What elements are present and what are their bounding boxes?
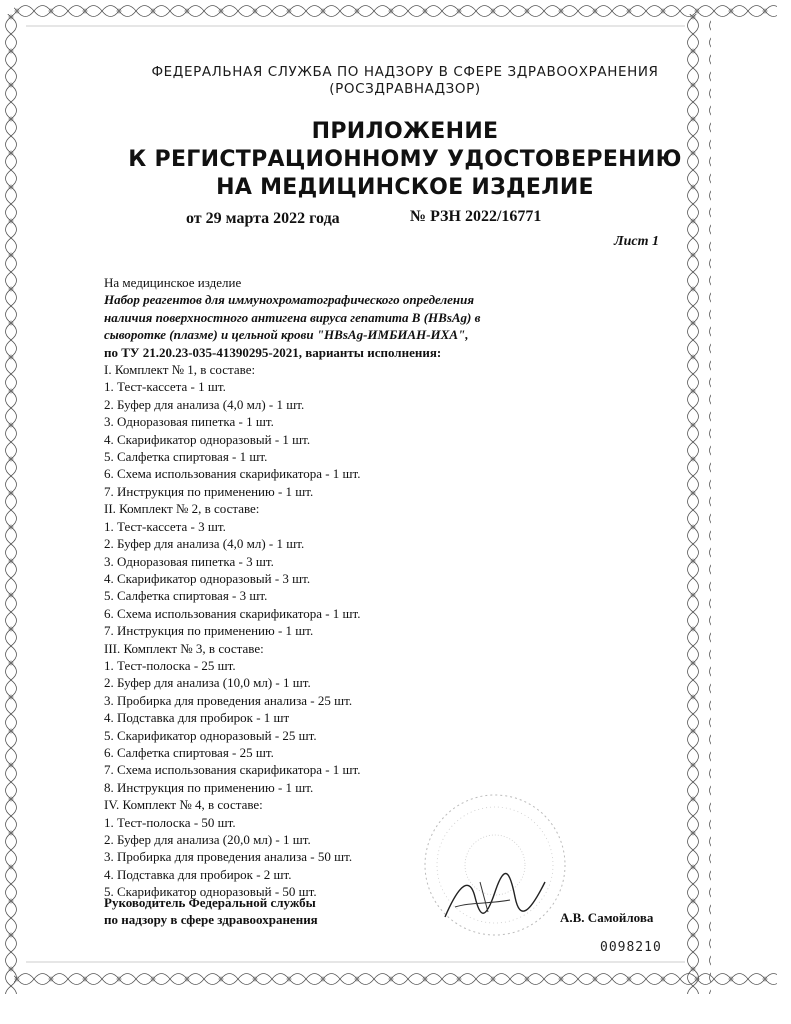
- kit-item: 1. Тест-кассета - 1 шт.: [104, 379, 226, 395]
- kit-item: 8. Инструкция по применению - 1 шт.: [104, 779, 314, 795]
- agency-name: ФЕДЕРАЛЬНАЯ СЛУЖБА ПО НАДЗОРУ В СФЕРЕ ЗДРАВООХРАНЕНИЯ: [151, 64, 659, 80]
- kit-item: 3. Пробирка для проведения анализа - 25 шт.: [104, 692, 353, 708]
- issue-date: от 29 марта 2022 года: [186, 210, 340, 227]
- signer-title: [104, 894, 318, 929]
- kit-item: 3. Одноразовая пипетка - 3 шт.: [104, 553, 274, 569]
- agency-abbreviation: (РОСЗДРАВНАДЗОР): [329, 81, 481, 97]
- product-line: наличия поверхностного антигена вируса гепатита В (HBsAg) в: [104, 309, 481, 325]
- signer-title-line-1: Руководитель Федеральной службы: [104, 895, 316, 910]
- title-line-1: ПРИЛОЖЕНИЕ: [311, 119, 499, 144]
- title-line-2: К РЕГИСТРАЦИОННОМУ УДОСТОВЕРЕНИЮ: [128, 147, 682, 172]
- kit-item: 7. Схема использования скарификатора - 1 шт.: [104, 762, 361, 778]
- kit-heading: II. Комплект № 2, в составе:: [104, 501, 260, 517]
- kit-item: 4. Скарификатор одноразовый - 3 шт.: [104, 570, 311, 586]
- kit-item: 2. Буфер для анализа (4,0 мл) - 1 шт.: [104, 396, 305, 412]
- kit-item: 6. Схема использования скарификатора - 1 шт.: [104, 466, 361, 482]
- kit-item: 7. Инструкция по применению - 1 шт.: [104, 483, 314, 499]
- kit-item: 2. Буфер для анализа (4,0 мл) - 1 шт.: [104, 536, 305, 552]
- kit-item: 3. Одноразовая пипетка - 1 шт.: [104, 414, 274, 430]
- signer-name: А.В. Самойлова: [560, 910, 654, 925]
- signer-title-line-2: по надзору в сфере здравоохранения: [104, 912, 318, 928]
- kit-item: 1. Тест-полоска - 25 шт.: [104, 657, 236, 673]
- kit-item: 4. Подставка для пробирок - 2 шт.: [104, 866, 292, 882]
- kit-item: 5. Салфетка спиртовая - 1 шт.: [104, 449, 268, 465]
- kit-item: 5. Скарификатор одноразовый - 50 шт.: [104, 884, 317, 900]
- kit-heading: IV. Комплект № 4, в составе:: [104, 797, 263, 813]
- document-title: [60, 118, 750, 202]
- kit-item: 1. Тест-полоска - 50 шт.: [104, 814, 236, 830]
- kit-2: [104, 500, 584, 639]
- intro-line: На медицинское изделие: [104, 275, 242, 290]
- kit-1: [104, 361, 584, 500]
- serial-number: 0098210: [600, 940, 662, 955]
- kit-item: 6. Схема использования скарификатора - 1 шт.: [104, 605, 361, 621]
- product-line: сыворотке (плазме) и цельной крови "HBsAg-ИМБИАН-ИХА",: [104, 327, 469, 343]
- product-line: по ТУ 21.20.23-035-41390295-2021, варианты исполнения:: [104, 344, 442, 360]
- kit-heading: III. Комплект № 3, в составе:: [104, 640, 264, 656]
- handwritten-signature-icon: [440, 862, 550, 932]
- product-line: Набор реагентов для иммунохроматографического определения: [104, 292, 475, 308]
- kit-item: 4. Скарификатор одноразовый - 1 шт.: [104, 431, 311, 447]
- kit-item: 3. Пробирка для проведения анализа - 50 шт.: [104, 849, 353, 865]
- sheet-number: Лист 1: [614, 234, 659, 249]
- kit-item: 5. Салфетка спиртовая - 3 шт.: [104, 588, 268, 604]
- kit-item: 5. Скарификатор одноразовый - 25 шт.: [104, 727, 317, 743]
- kit-heading: I. Комплект № 1, в составе:: [104, 362, 256, 378]
- kit-item: 7. Инструкция по применению - 1 шт.: [104, 623, 314, 639]
- agency-header: [60, 64, 750, 98]
- kit-item: 6. Салфетка спиртовая - 25 шт.: [104, 744, 274, 760]
- kit-item: 4. Подставка для пробирок - 1 шт: [104, 710, 290, 726]
- kit-item: 2. Буфер для анализа (20,0 мл) - 1 шт.: [104, 832, 311, 847]
- kit-3: [104, 640, 584, 797]
- kit-item: 1. Тест-кассета - 3 шт.: [104, 518, 226, 534]
- kit-item: 2. Буфер для анализа (10,0 мл) - 1 шт.: [104, 675, 311, 691]
- title-line-3: НА МЕДИЦИНСКОЕ ИЗДЕЛИЕ: [216, 175, 594, 200]
- registration-number: № РЗН 2022/16771: [410, 208, 542, 225]
